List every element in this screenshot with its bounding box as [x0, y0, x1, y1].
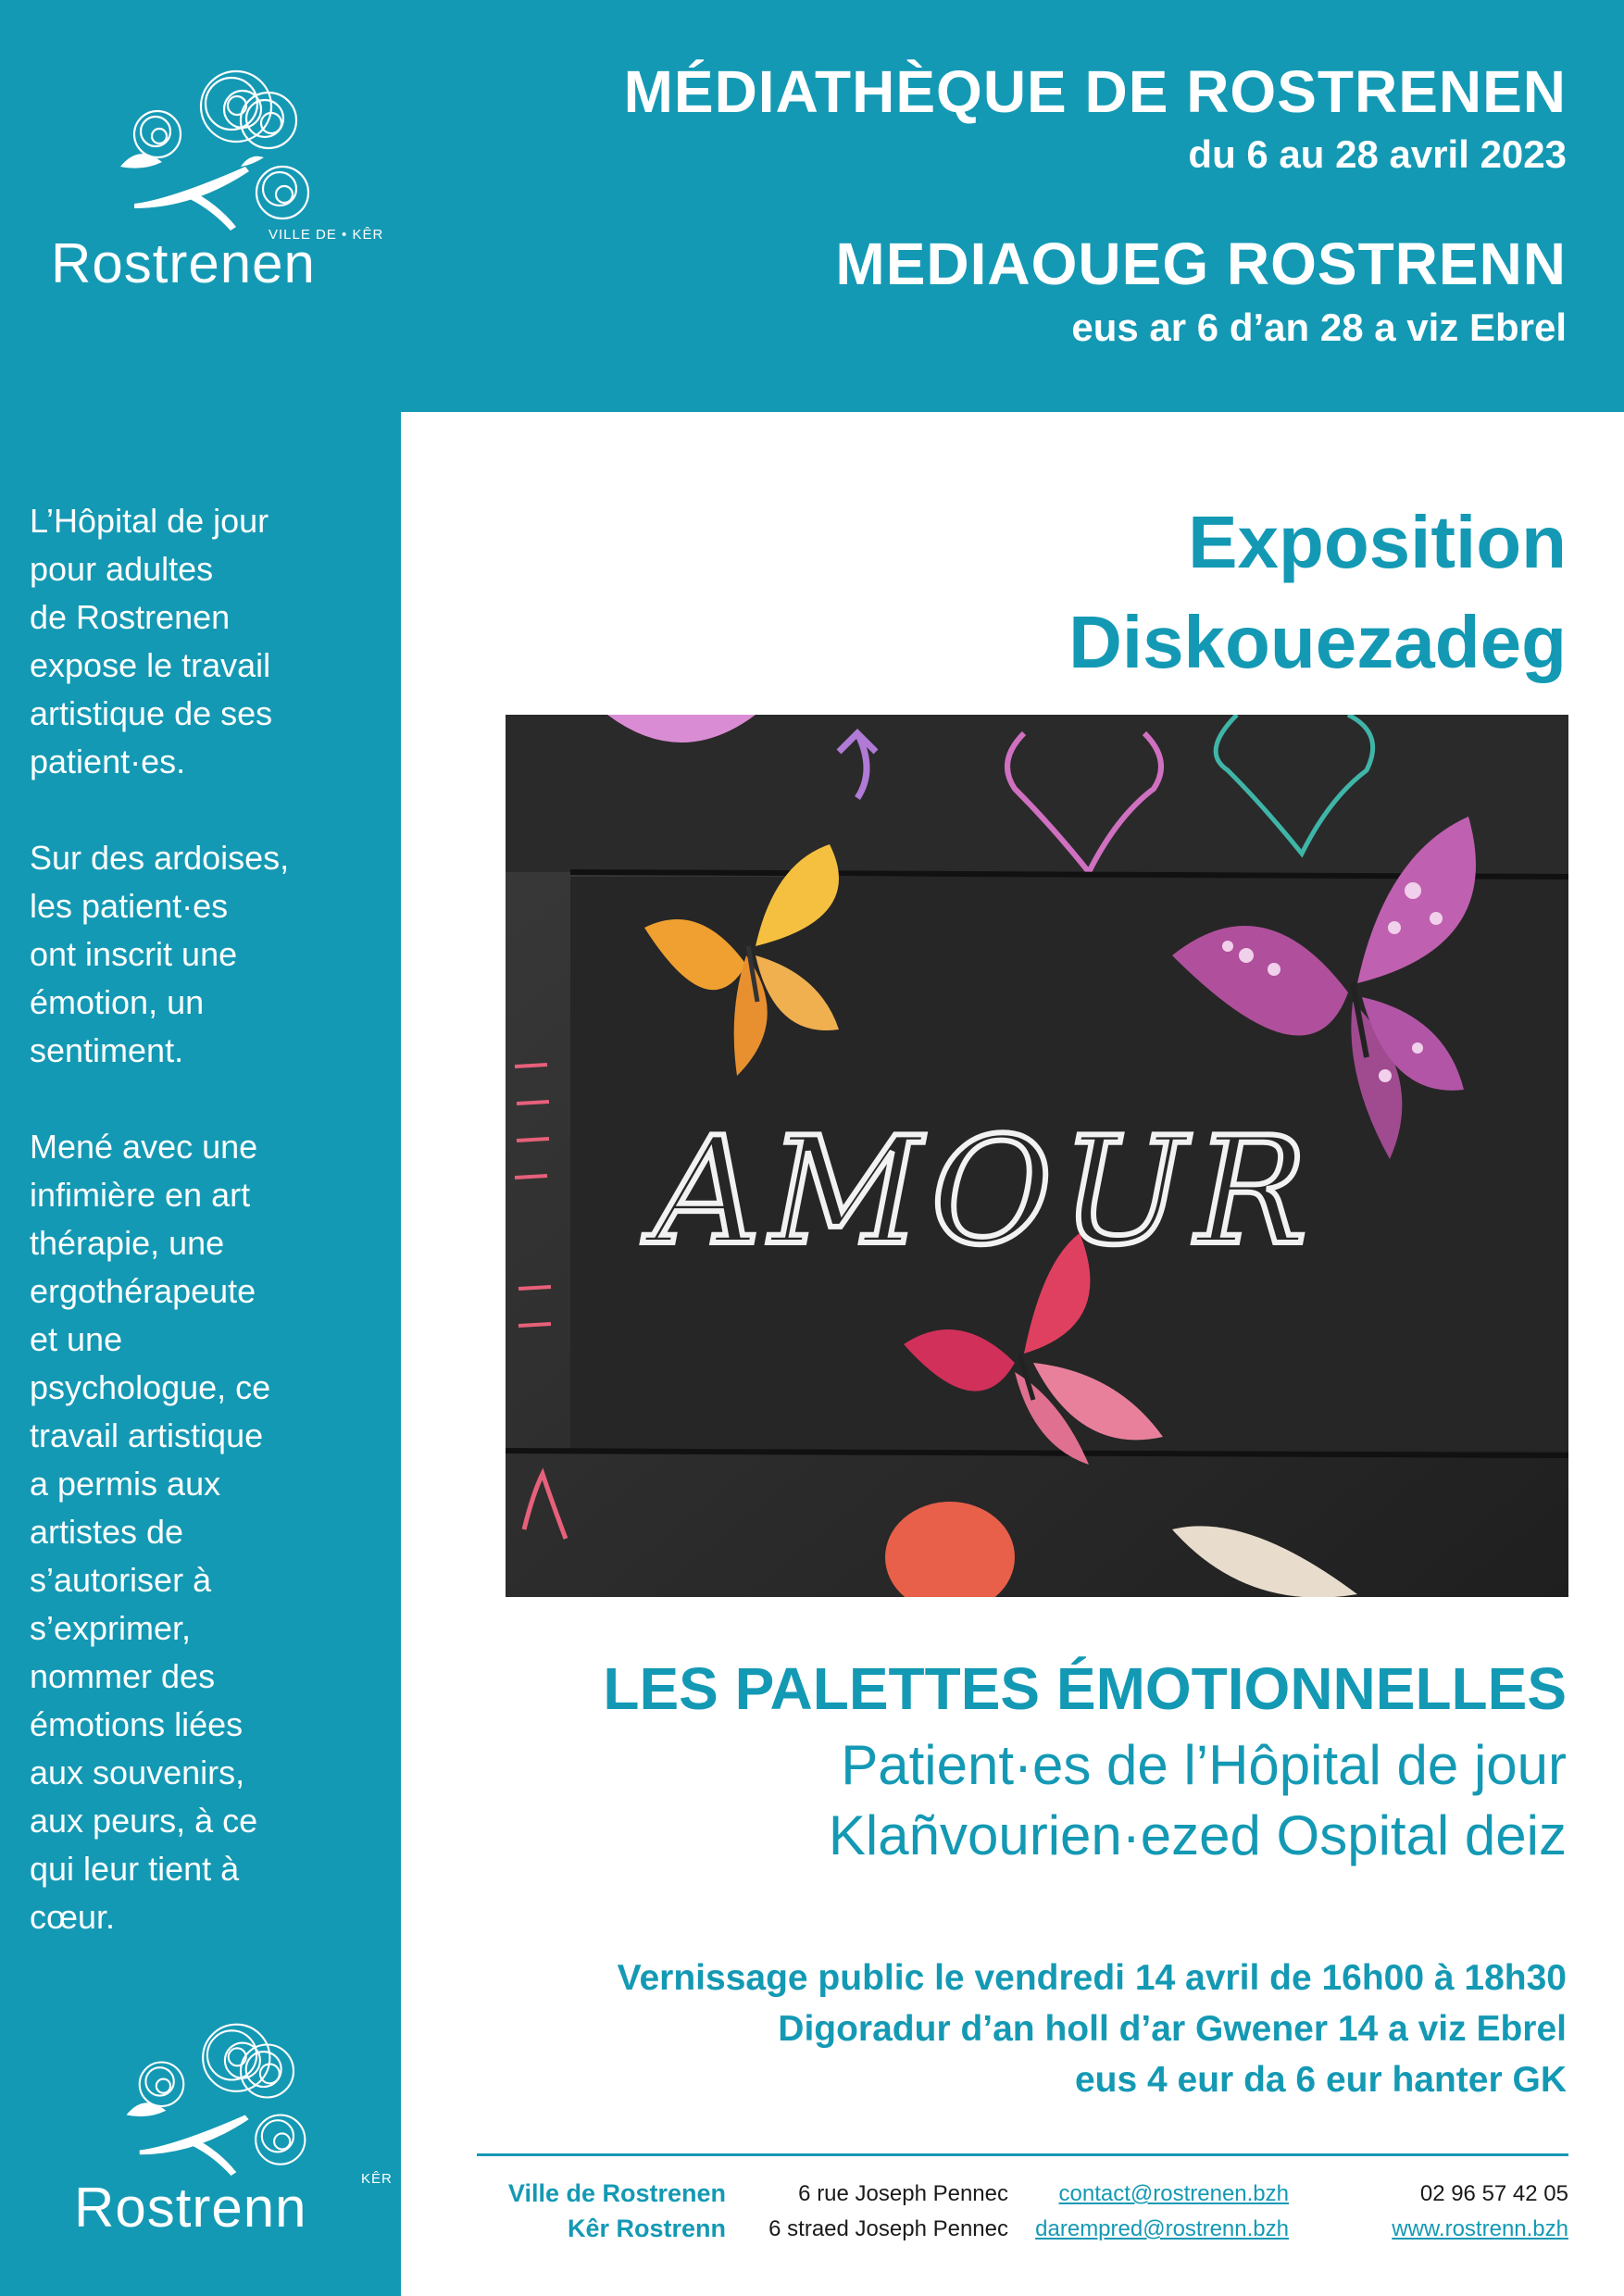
- logo-subtitle: KÊR: [361, 2171, 393, 2187]
- header-dates-br: eus ar 6 d’an 28 a viz Ebrel: [1071, 306, 1567, 349]
- footer-org-fr: Ville de Rostrenen: [507, 2179, 726, 2207]
- sidebar-line: émotions liées: [30, 1705, 244, 1743]
- rostrenn-logo: [46, 2018, 398, 2259]
- diskouezadeg-heading: Diskouezadeg: [1068, 601, 1567, 683]
- sidebar-line: pour adultes: [30, 550, 214, 588]
- sidebar-line: cœur.: [30, 1898, 116, 1936]
- sidebar-line: Mené avec une: [30, 1128, 258, 1166]
- sidebar-line: artistique de ses: [30, 694, 273, 732]
- sidebar-line: patient·es.: [30, 742, 186, 780]
- footer-website-link[interactable]: www.rostrenn.bzh: [1392, 2216, 1568, 2241]
- sidebar-line: s’exprimer,: [30, 1609, 192, 1647]
- header-title-br: MEDIAOUEG ROSTRENN: [835, 231, 1567, 297]
- sidebar-line: psychologue, ce: [30, 1368, 271, 1406]
- sidebar-line: thérapie, une: [30, 1224, 225, 1262]
- footer-divider: [477, 2153, 1568, 2156]
- header-dates-fr: du 6 au 28 avril 2023: [1188, 132, 1567, 176]
- sidebar-line: et une: [30, 1320, 123, 1358]
- sidebar-line: les patient·es: [30, 887, 229, 925]
- sidebar-line: travail artistique: [30, 1416, 264, 1454]
- exhibition-photo: [506, 715, 1568, 1597]
- sidebar-description: [30, 497, 372, 1990]
- sidebar-line: infimière en art: [30, 1176, 251, 1214]
- flower-logo-icon: [102, 2018, 380, 2194]
- exposition-heading: Exposition: [1188, 501, 1567, 583]
- header-banner: [0, 0, 1624, 412]
- sidebar-line: artistes de: [30, 1513, 184, 1551]
- sidebar-line: Sur des ardoises,: [30, 839, 290, 877]
- sidebar-line: L’Hôpital de jour: [30, 502, 269, 540]
- sidebar-line: sentiment.: [30, 1031, 184, 1069]
- exhibition-title: LES PALETTES ÉMOTIONNELLES: [603, 1655, 1567, 1722]
- footer-address-br: 6 straed Joseph Pennec: [768, 2216, 1008, 2241]
- header-title-fr: MÉDIATHÈQUE DE ROSTRENEN: [623, 58, 1567, 125]
- footer-email-darempred[interactable]: darempred@rostrenn.bzh: [1035, 2216, 1289, 2241]
- flower-logo-icon: [102, 65, 380, 250]
- vernissage-line-time-br: eus 4 eur da 6 eur hanter GK: [1074, 2060, 1567, 2100]
- logo-wordmark: Rostrenen: [51, 232, 316, 294]
- sidebar-paragraph: [30, 497, 372, 786]
- vernissage-line-br: Digoradur d’an holl d’ar Gwener 14 a viz Ebrel: [778, 2009, 1567, 2049]
- sidebar-line: de Rostrenen: [30, 598, 231, 636]
- sidebar-line: aux souvenirs,: [30, 1753, 245, 1791]
- amour-word: AMOUR: [654, 1104, 1317, 1278]
- vernissage-line-fr: Vernissage public le vendredi 14 avril de 16h00 à 18h30: [617, 1958, 1567, 1998]
- sidebar-line: nommer des: [30, 1657, 216, 1695]
- subtitle-fr: Patient·es de l’Hôpital de jour: [841, 1734, 1567, 1796]
- sidebar-line: expose le travail: [30, 646, 271, 684]
- slate-butterflies-image: [506, 715, 1568, 1597]
- rostrenen-logo: [46, 65, 398, 315]
- sidebar-line: émotion, un: [30, 983, 205, 1021]
- sidebar-line: aux peurs, à ce: [30, 1802, 258, 1840]
- sidebar-paragraph: [30, 1123, 372, 1941]
- footer-org-br: Kêr Rostrenn: [567, 2215, 726, 2242]
- sidebar-line: qui leur tient à: [30, 1850, 240, 1888]
- footer-phone: 02 96 57 42 05: [1419, 2181, 1568, 2206]
- sidebar-line: ont inscrit une: [30, 935, 238, 973]
- sidebar-paragraph: [30, 834, 372, 1075]
- sidebar-line: ergothérapeute: [30, 1272, 256, 1310]
- logo-subtitle: VILLE DE • KÊR: [269, 227, 384, 243]
- sidebar-line: a permis aux: [30, 1465, 221, 1503]
- footer-address-fr: 6 rue Joseph Pennec: [798, 2181, 1008, 2206]
- subtitle-br: Klañvourien·ezed Ospital deiz: [828, 1804, 1567, 1866]
- logo-wordmark: Rostrenn: [74, 2177, 307, 2239]
- footer-email-contact[interactable]: contact@rostrenen.bzh: [1058, 2181, 1289, 2206]
- sidebar-line: s’autoriser à: [30, 1561, 212, 1599]
